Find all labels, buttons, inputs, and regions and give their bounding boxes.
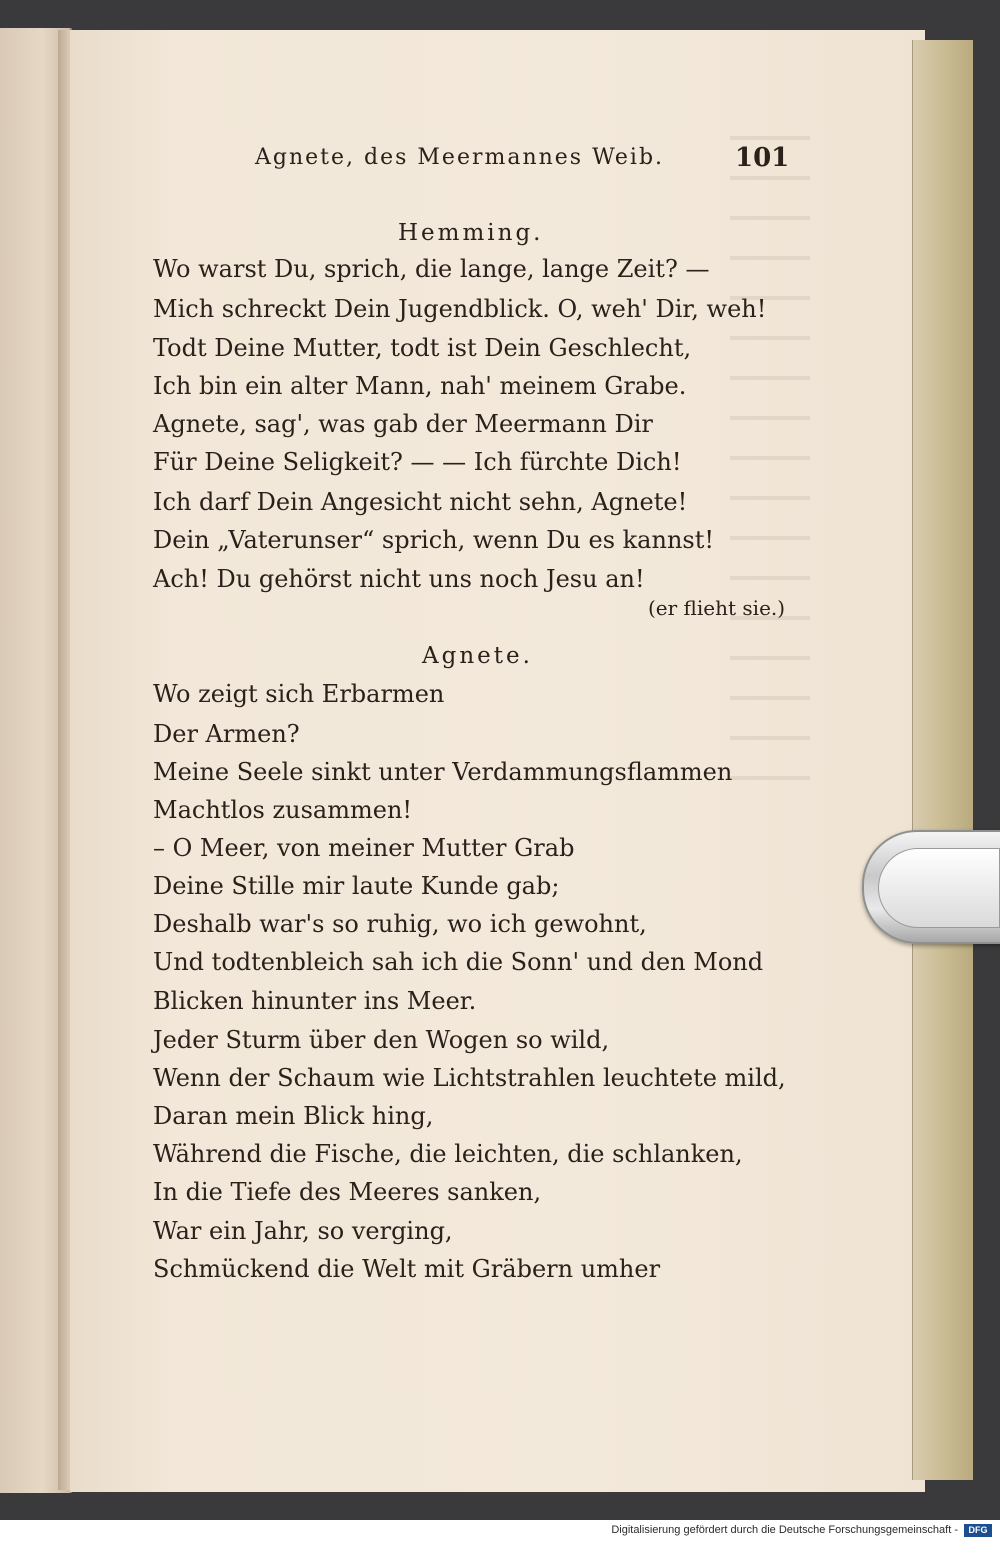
verse-line: Schmückend die Welt mit Gräbern umher <box>153 1255 661 1283</box>
footer-bar <box>0 1520 1000 1543</box>
verse-line: Und todtenbleich sah ich die Sonn' und den Mond <box>153 948 764 976</box>
verse-line: Jeder Sturm über den Wogen so wild, <box>153 1026 610 1054</box>
verse-line: Ich darf Dein Angesicht nicht sehn, Agnete! <box>153 488 688 516</box>
page-number: 101 <box>735 143 790 173</box>
verse-line: Agnete, sag', was gab der Meermann Dir <box>153 410 653 438</box>
verse-line: Todt Deine Mutter, todt ist Dein Geschlecht, <box>153 334 692 362</box>
verse-line: Für Deine Seligkeit? — — Ich fürchte Dich! <box>153 448 682 476</box>
verse-line: Deine Stille mir laute Kunde gab; <box>153 872 560 900</box>
funding-credit: Digitalisierung gefördert durch die Deutsche Forschungsgemeinschaft - <box>611 1524 958 1536</box>
verse-line: Der Armen? <box>153 720 300 748</box>
verse-line: Wo warst Du, sprich, die lange, lange Zeit? — <box>153 255 710 283</box>
verse-line: Machtlos zusammen! <box>153 796 413 824</box>
verse-line: – O Meer, von meiner Mutter Grab <box>153 834 575 862</box>
verse-line: Während die Fische, die leichten, die schlanken, <box>153 1140 743 1168</box>
speaker-name: Hemming. <box>398 220 544 246</box>
verse-line: Dein „Vaterunser“ sprich, wenn Du es kannst! <box>153 526 715 554</box>
stage-direction: (er flieht sie.) <box>648 596 786 620</box>
verse-line: Mich schreckt Dein Jugendblick. O, weh' Dir, weh! <box>153 295 767 323</box>
verse-line: Ich bin ein alter Mann, nah' meinem Grabe. <box>153 372 687 400</box>
running-header: Agnete, des Meermannes Weib. <box>255 145 665 170</box>
verse-line: Blicken hinunter ins Meer. <box>153 987 477 1015</box>
verse-line: Wenn der Schaum wie Lichtstrahlen leuchtete mild, <box>153 1064 786 1092</box>
verse-line: Meine Seele sinkt unter Verdammungsflammen <box>153 758 733 786</box>
verse-line: Deshalb war's so ruhig, wo ich gewohnt, <box>153 910 647 938</box>
verse-line: In die Tiefe des Meeres sanken, <box>153 1178 542 1206</box>
verse-line: Daran mein Blick hing, <box>153 1102 434 1130</box>
dfg-logo: DFG <box>964 1524 992 1537</box>
verse-line: War ein Jahr, so verging, <box>153 1217 453 1245</box>
verse-line: Wo zeigt sich Erbarmen <box>153 680 445 708</box>
verse-line: Ach! Du gehörst nicht uns noch Jesu an! <box>153 565 645 593</box>
speaker-name: Agnete. <box>422 643 533 669</box>
